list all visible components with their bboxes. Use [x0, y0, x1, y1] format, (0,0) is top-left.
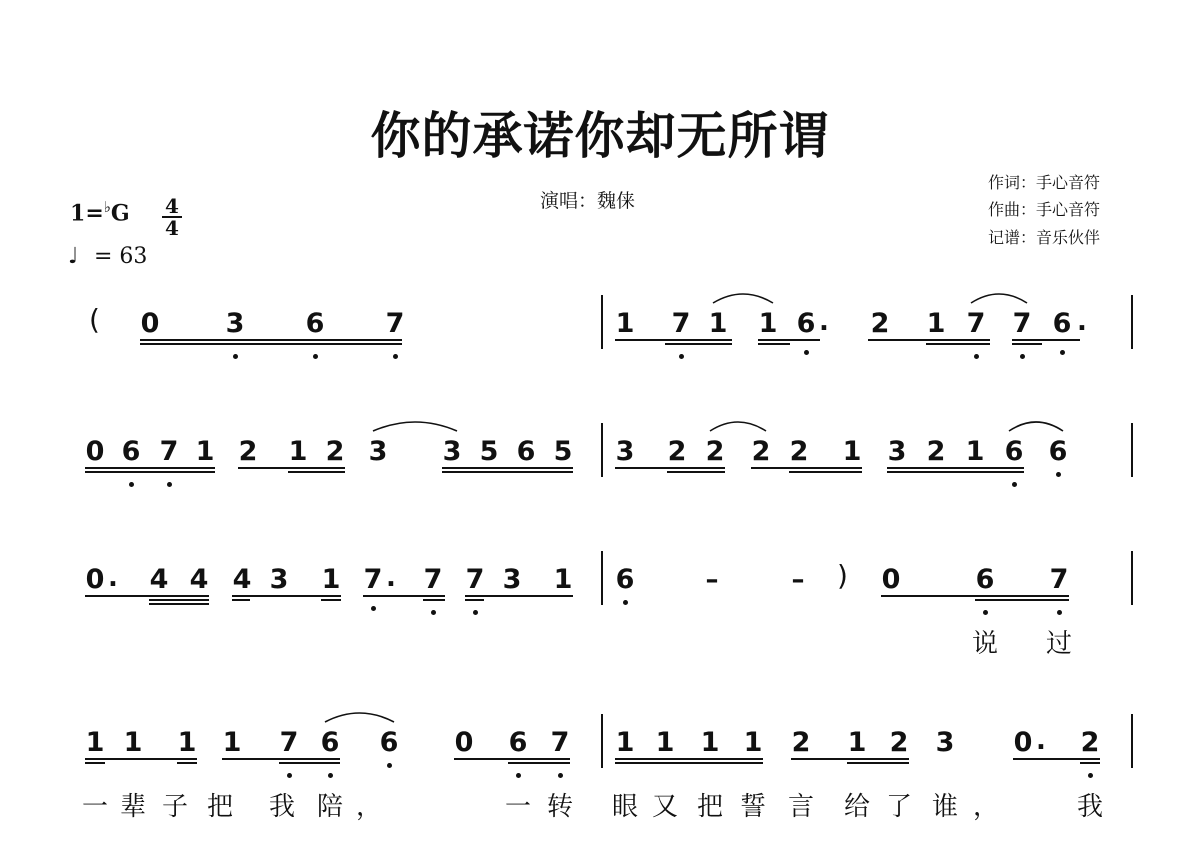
lyric-char: 陪	[316, 792, 343, 822]
duration-underline	[279, 762, 340, 764]
note: 2	[667, 436, 687, 467]
close-paren: )	[837, 559, 848, 592]
lyric-char: 我	[1076, 792, 1103, 822]
note: 7	[423, 564, 443, 595]
note: 1	[553, 564, 573, 595]
duration-underline	[975, 599, 1069, 601]
barline	[1131, 423, 1133, 477]
note: 3	[887, 436, 907, 467]
octave-dot-below	[679, 354, 684, 359]
augmentation-dot: .	[1036, 726, 1046, 756]
octave-dot-below	[983, 610, 988, 615]
note: 1	[615, 308, 635, 339]
note: 1	[842, 436, 862, 467]
duration-underline	[321, 599, 341, 601]
duration-underline	[791, 758, 909, 760]
note: 2	[751, 436, 771, 467]
lyric-char: 一	[81, 792, 108, 822]
octave-dot-below	[313, 354, 318, 359]
duration-underline	[887, 467, 1024, 469]
duration-underline	[140, 343, 402, 345]
note: 7	[363, 564, 383, 595]
duration-underline	[232, 599, 250, 601]
note: 1	[965, 436, 985, 467]
note: 7	[1012, 308, 1032, 339]
key-note: G	[110, 200, 130, 227]
augmentation-dot: .	[1077, 307, 1087, 337]
note: 1	[177, 727, 197, 758]
barline	[601, 295, 603, 349]
slur-tie	[712, 289, 774, 305]
note: 1	[708, 308, 728, 339]
note: 1	[847, 727, 867, 758]
octave-dot-below	[974, 354, 979, 359]
slur-tie	[324, 708, 395, 724]
note: 6	[1004, 436, 1024, 467]
octave-dot-below	[1012, 482, 1017, 487]
lyric-char: 过	[1045, 629, 1072, 659]
note: 6	[975, 564, 995, 595]
augmentation-dot: .	[819, 307, 829, 337]
note: 7	[279, 727, 299, 758]
note: 0	[881, 564, 901, 595]
note: 7	[385, 308, 405, 339]
lyric-char: ，	[355, 792, 382, 822]
barline	[1131, 551, 1133, 605]
lyric-char: ，	[972, 792, 999, 822]
lyric-char: 了	[885, 792, 912, 822]
note: 6	[121, 436, 141, 467]
lyric-char: 子	[161, 792, 188, 822]
lyric-char: 谁	[931, 792, 958, 822]
note: 6	[796, 308, 816, 339]
note: 7	[550, 727, 570, 758]
lyric-char: 我	[268, 792, 295, 822]
duration-underline	[149, 603, 209, 605]
duration-underline	[149, 599, 209, 601]
duration-underline	[847, 762, 909, 764]
octave-dot-below	[1020, 354, 1025, 359]
note: 5	[553, 436, 573, 467]
lyric-char: 誓	[739, 792, 766, 822]
lyric-char: 一	[504, 792, 531, 822]
duration-underline	[615, 758, 763, 760]
note: 0	[85, 564, 105, 595]
barline	[601, 714, 603, 768]
slur-tie	[1008, 417, 1064, 433]
octave-dot-below	[328, 773, 333, 778]
duration-underline	[85, 762, 105, 764]
note: 3	[368, 436, 388, 467]
octave-dot-below	[473, 610, 478, 615]
duration-underline	[140, 339, 402, 341]
time-signature	[160, 196, 184, 238]
octave-dot-below	[393, 354, 398, 359]
duration-underline	[288, 471, 345, 473]
note: 2	[1080, 727, 1100, 758]
octave-dot-below	[1088, 773, 1093, 778]
duration-underline	[881, 595, 1069, 597]
note: 2	[889, 727, 909, 758]
duration-underline	[1080, 762, 1100, 764]
duration-underline	[465, 599, 484, 601]
duration-underline	[758, 339, 820, 341]
meter-upper: 4	[165, 194, 179, 218]
duration-underline	[222, 758, 340, 760]
singer-credit: 演唱：魏俫	[540, 190, 636, 212]
lyric-char: 把	[696, 792, 723, 822]
note: 1	[195, 436, 215, 467]
note: 3	[935, 727, 955, 758]
note: 2	[870, 308, 890, 339]
note: 1	[123, 727, 143, 758]
note: 0	[454, 727, 474, 758]
open-paren: (	[89, 303, 100, 336]
note: 2	[705, 436, 725, 467]
octave-dot-below	[516, 773, 521, 778]
lyric-char: 转	[546, 792, 573, 822]
note: 0	[140, 308, 160, 339]
duration-underline	[615, 467, 725, 469]
octave-dot-below	[233, 354, 238, 359]
slur-tie	[372, 417, 458, 433]
note: 6	[379, 727, 399, 758]
note: 2	[926, 436, 946, 467]
barline	[1131, 295, 1133, 349]
note: 7	[966, 308, 986, 339]
sustain-dash: –	[705, 565, 719, 595]
note: 1	[655, 727, 675, 758]
note: 1	[222, 727, 242, 758]
note: 1	[85, 727, 105, 758]
octave-dot-below	[1060, 350, 1065, 355]
augmentation-dot: .	[386, 563, 396, 593]
duration-underline	[868, 339, 990, 341]
note: 3	[502, 564, 522, 595]
note: 1	[288, 436, 308, 467]
barline	[601, 423, 603, 477]
note: 2	[325, 436, 345, 467]
note: 2	[789, 436, 809, 467]
note: 3	[442, 436, 462, 467]
note: 7	[671, 308, 691, 339]
note: 1	[615, 727, 635, 758]
octave-dot-below	[371, 606, 376, 611]
note: 6	[516, 436, 536, 467]
note: 1	[321, 564, 341, 595]
lyric-char: 眼	[611, 792, 638, 822]
note: 6	[320, 727, 340, 758]
duration-underline	[363, 595, 445, 597]
duration-underline	[665, 343, 732, 345]
key-tonic: 1	[70, 200, 86, 227]
duration-underline	[1012, 343, 1042, 345]
duration-underline	[615, 762, 763, 764]
barline	[1131, 714, 1133, 768]
note: 1	[743, 727, 763, 758]
note: 4	[232, 564, 252, 595]
note: 1	[700, 727, 720, 758]
note: 3	[269, 564, 289, 595]
note: 6	[508, 727, 528, 758]
octave-dot-below	[1056, 472, 1061, 477]
note: 6	[1052, 308, 1072, 339]
song-title: 你的承诺你却无所谓	[370, 106, 830, 165]
duration-underline	[751, 467, 862, 469]
duration-underline	[177, 762, 197, 764]
sustain-dash: –	[791, 565, 805, 595]
note: 6	[305, 308, 325, 339]
duration-underline	[423, 599, 445, 601]
duration-underline	[615, 339, 732, 341]
duration-underline	[1012, 339, 1080, 341]
lyric-char: 又	[651, 792, 678, 822]
duration-underline	[442, 467, 573, 469]
note: 7	[465, 564, 485, 595]
lyric-char: 给	[843, 792, 870, 822]
quarter-note-icon: ♩	[68, 244, 79, 269]
duration-underline	[85, 758, 197, 760]
duration-underline	[1013, 758, 1100, 760]
lyricist-credit: 作词：手心音符	[988, 173, 1101, 192]
duration-underline	[758, 343, 790, 345]
octave-dot-below	[558, 773, 563, 778]
key-signature	[70, 198, 130, 226]
flat-icon: ♭	[103, 198, 111, 216]
lyric-char: 说	[971, 629, 998, 659]
octave-dot-below	[387, 763, 392, 768]
duration-underline	[85, 471, 215, 473]
note: 1	[926, 308, 946, 339]
duration-underline	[238, 467, 345, 469]
tempo-mark	[68, 244, 148, 269]
slur-tie	[970, 289, 1028, 305]
note: 4	[149, 564, 169, 595]
lyric-char: 把	[206, 792, 233, 822]
note: 0	[1013, 727, 1033, 758]
key-equals: =	[85, 200, 104, 227]
note: 5	[479, 436, 499, 467]
composer-credit: 作曲：手心音符	[988, 200, 1101, 219]
octave-dot-below	[287, 773, 292, 778]
note: 6	[1048, 436, 1068, 467]
tempo-value: = 63	[94, 244, 148, 269]
octave-dot-below	[623, 600, 628, 605]
duration-underline	[667, 471, 725, 473]
duration-underline	[789, 471, 862, 473]
note: 3	[225, 308, 245, 339]
octave-dot-below	[804, 350, 809, 355]
note: 2	[791, 727, 811, 758]
note: 6	[615, 564, 635, 595]
duration-underline	[232, 595, 341, 597]
octave-dot-below	[1057, 610, 1062, 615]
note: 2	[238, 436, 258, 467]
duration-underline	[926, 343, 990, 345]
slur-tie	[709, 417, 767, 433]
note: 3	[615, 436, 635, 467]
duration-underline	[454, 758, 570, 760]
duration-underline	[465, 595, 573, 597]
note: 7	[1049, 564, 1069, 595]
duration-underline	[85, 595, 209, 597]
note: 1	[758, 308, 778, 339]
lyric-char: 辈	[119, 792, 146, 822]
duration-underline	[442, 471, 573, 473]
augmentation-dot: .	[108, 563, 118, 593]
octave-dot-below	[129, 482, 134, 487]
duration-underline	[887, 471, 1024, 473]
note: 0	[85, 436, 105, 467]
octave-dot-below	[431, 610, 436, 615]
note: 4	[189, 564, 209, 595]
duration-underline	[508, 762, 570, 764]
transcriber-credit: 记谱：音乐伙伴	[988, 228, 1101, 247]
meter-lower: 4	[165, 216, 179, 240]
duration-underline	[85, 467, 215, 469]
note: 7	[159, 436, 179, 467]
lyric-char: 言	[787, 792, 814, 822]
barline	[601, 551, 603, 605]
octave-dot-below	[167, 482, 172, 487]
